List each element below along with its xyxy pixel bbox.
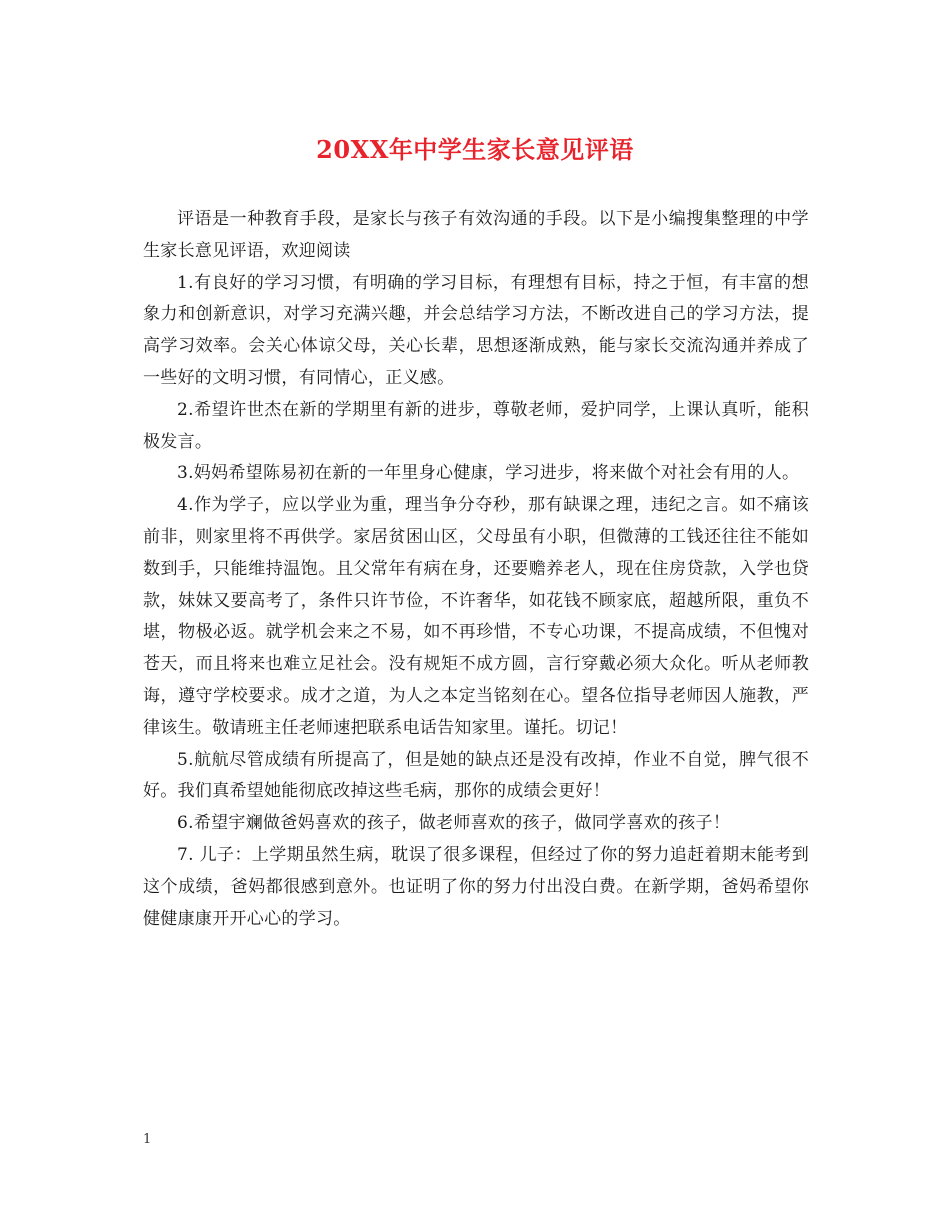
page-number: 1 — [143, 1132, 152, 1147]
comment-paragraph-3: 3.妈妈希望陈易初在新的一年里身心健康，学习进步，将来做个对社会有用的人。 — [177, 463, 800, 484]
comment-paragraph-2: 2.希望许世杰在新的学期里有新的进步，尊敬老师，爱护同学，上课认真听，能积极发言。 — [143, 399, 809, 452]
intro-paragraph: 评语是一种教育手段，是家长与孩子有效沟通的手段。以下是小编搜集整理的中学生家长意见评语，欢迎阅读 — [143, 209, 809, 261]
comment-paragraph-7: 7. 儿子：上学期虽然生病，耽误了很多课程，但经过了你的努力追赶着期末能考到这个成绩，爸妈都很感到意外。也证明了你的努力付出没白费。在新学期，爸妈希望你健健康康开开心心的学习。 — [143, 844, 809, 929]
page-title: 20XX年中学生家长意见评语 — [316, 135, 634, 164]
comment-paragraph-4: 4.作为学子，应以学业为重，理当争分夺秒，那有缺课之理，违纪之言。如不痛该前非，则家里将不再供学。家居贫困山区，父母虽有小职，但微薄的工钱还往往不能如数到手，只能维持温饱。且父常年有病在身，还要赡养老人，现在住房贷款，入学也贷款，妹妹又要高考了，条件只许节俭，不许奢华，如花钱不顾家底，超越所限，重负不堪，物极必返。就学机会来之不易，如不再珍惜，不专心功课，不提高成绩，不但愧对苍天，而且将来也难立足社会。没有规矩不成方圆，言行穿戴必须大众化。听从老师教诲，遵守学校要求。成才之道，为人之本定当铭刻在心。望各位指导老师因人施教，严律该生。敬请班主任老师速把联系电话告知家里。谨托。切记！ — [143, 495, 809, 738]
comment-paragraph-5: 5.航航尽管成绩有所提高了，但是她的缺点还是没有改掉，作业不自觉，脾气很不好。我们真希望她能彻底改掉这些毛病，那你的成绩会更好！ — [143, 749, 809, 802]
comment-paragraph-6: 6.希望宇斓做爸妈喜欢的孩子，做老师喜欢的孩子，做同学喜欢的孩子！ — [177, 813, 731, 834]
document-body — [143, 204, 809, 935]
comment-paragraph-1: 1.有良好的学习习惯，有明确的学习目标，有理想有目标，持之于恒，有丰富的想象力和创新意识，对学习充满兴趣，并会总结学习方法，不断改进自己的学习方法，提高学习效率。会关心体谅父母，关心长辈，思想逐渐成熟，能与家长交流沟通并养成了一些好的文明习惯，有同情心，正义感。 — [143, 272, 809, 388]
